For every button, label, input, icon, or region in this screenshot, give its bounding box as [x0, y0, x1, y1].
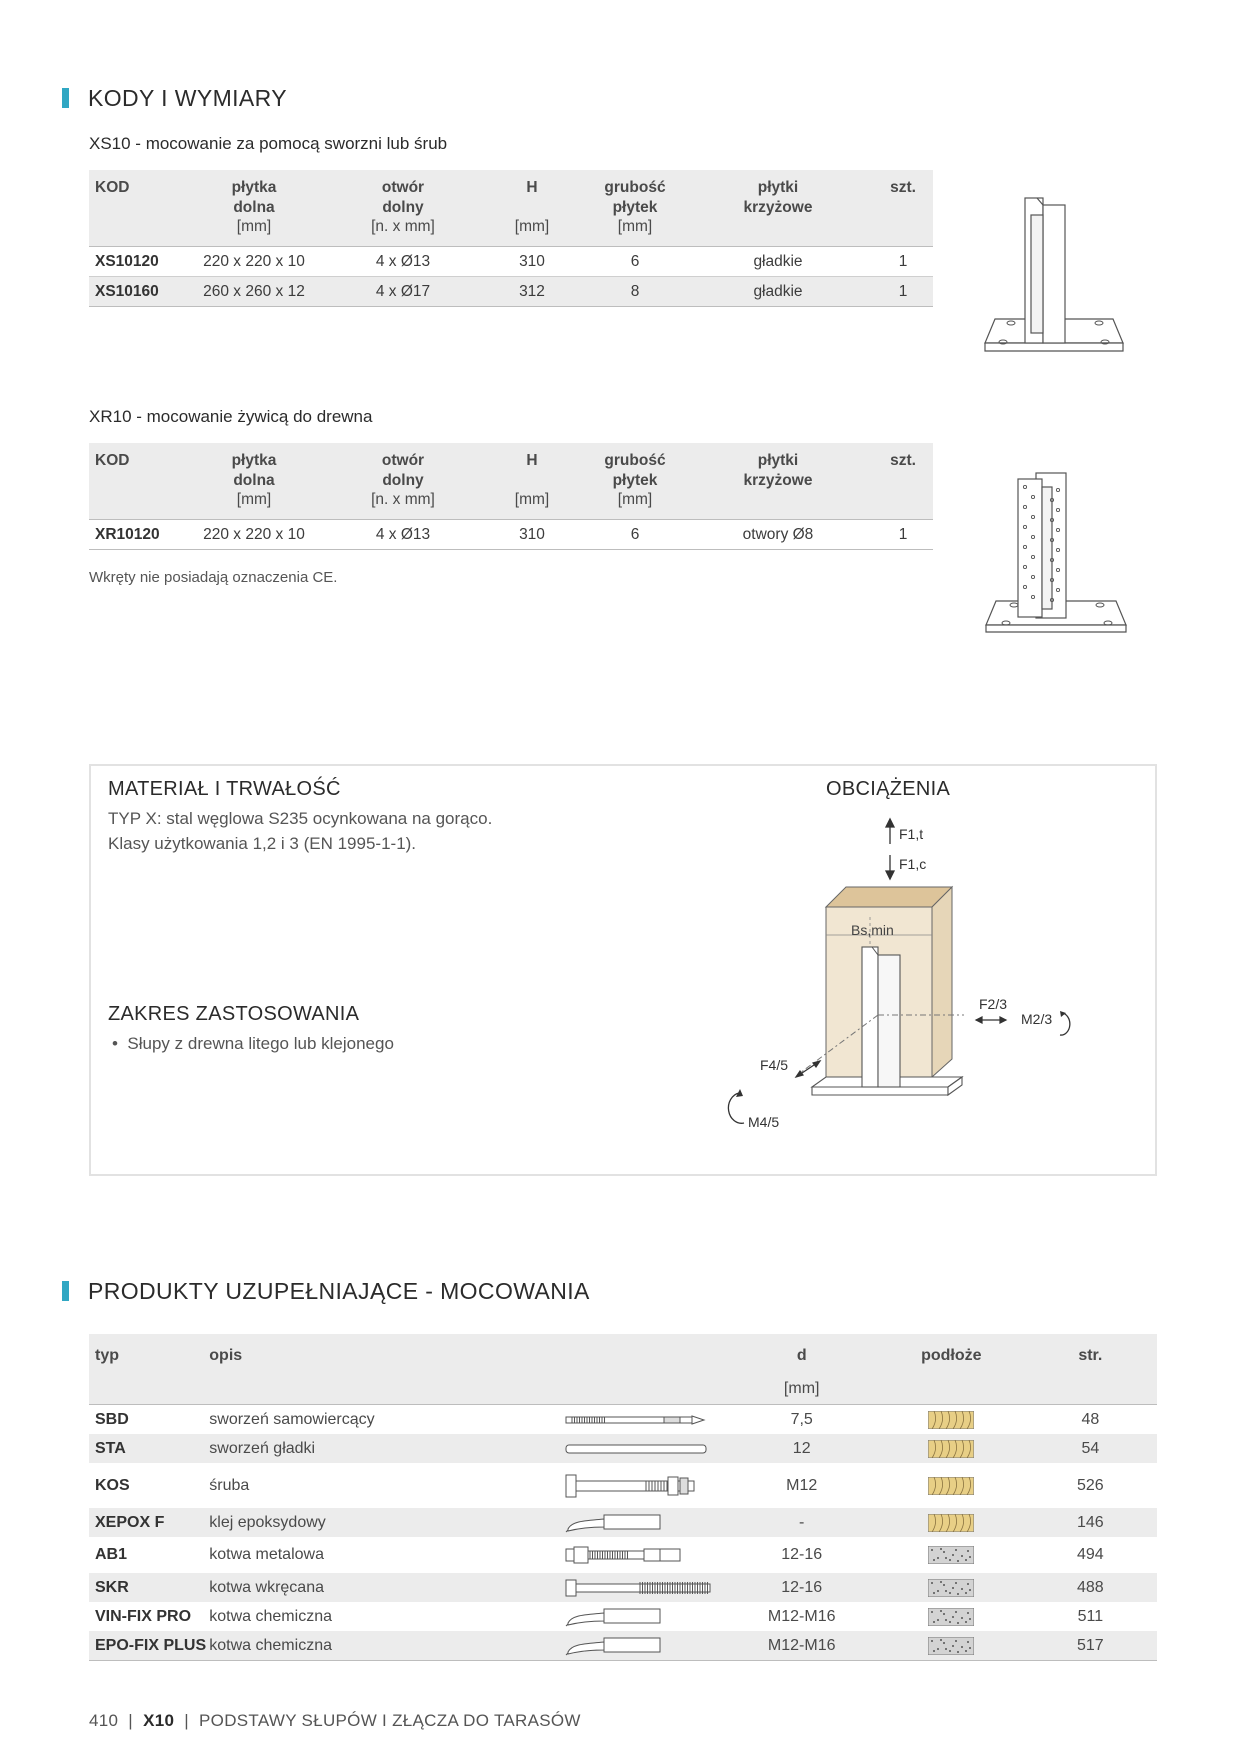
substrate-icon — [879, 1463, 1024, 1508]
fastener-image — [514, 1405, 724, 1435]
label-f23: F2/3 — [979, 996, 1008, 1012]
xs10-product-image — [975, 195, 1135, 360]
xr10-table — [89, 443, 933, 550]
table-row — [89, 1573, 1157, 1602]
material-type-text: stal węglowa S235 ocynkowana na gorąco. — [161, 809, 493, 828]
cell-str: 48 — [1081, 1410, 1100, 1428]
unit: [mm] — [587, 491, 683, 520]
col-kod: KOD — [89, 170, 179, 218]
col-grubosc: grubość płytek — [587, 170, 683, 218]
col-d-unit: [mm] — [724, 1374, 879, 1405]
table-row — [89, 1508, 1157, 1537]
cell-d: 12 — [724, 1434, 879, 1463]
cell: XS10160 — [89, 277, 179, 307]
cell-opis: kotwa wkręcana — [209, 1573, 514, 1602]
unit: [mm] — [477, 218, 587, 247]
cell: XS10120 — [89, 247, 179, 277]
cell-str: 517 — [1024, 1631, 1157, 1661]
cell-typ: SBD — [95, 1410, 129, 1428]
table-row — [89, 520, 933, 550]
fastener-image — [514, 1508, 724, 1537]
col-otwor: otwór dolny — [329, 170, 477, 218]
col-szt: szt. — [873, 443, 933, 491]
substrate-icon — [879, 1434, 1024, 1463]
xr10-product-image — [980, 465, 1140, 635]
cell-typ: SKR — [89, 1573, 209, 1602]
cell-typ: KOS — [95, 1476, 130, 1494]
col-plytki: płytki krzyżowe — [683, 170, 873, 218]
fastener-image — [514, 1573, 724, 1602]
unit: [mm] — [179, 218, 329, 247]
cell-d: 12-16 — [724, 1573, 879, 1602]
cell: 310 — [477, 247, 587, 277]
cell: 8 — [587, 277, 683, 307]
unit: [n. x mm] — [329, 218, 477, 247]
table-row — [89, 1405, 1157, 1435]
substrate-icon — [879, 1573, 1024, 1602]
col-d: d — [724, 1334, 879, 1374]
cell: 260 x 260 x 12 — [179, 277, 329, 307]
cell-d: M12-M16 — [767, 1607, 836, 1625]
col-h: H — [477, 170, 587, 218]
table-row — [89, 247, 933, 277]
substrate-icon — [879, 1631, 1024, 1661]
complementary-table — [89, 1334, 1157, 1661]
col-opis: opis — [209, 1334, 514, 1374]
cell-str: 526 — [1076, 1476, 1104, 1494]
cell-str: 488 — [1024, 1573, 1157, 1602]
fastener-image — [514, 1631, 724, 1661]
product-code: X10 — [143, 1711, 175, 1730]
cell: 1 — [873, 247, 933, 277]
label-m23: M2/3 — [1021, 1011, 1053, 1027]
material-classes: Klasy użytkowania 1,2 i 3 (EN 1995-1-1). — [108, 834, 417, 853]
section-title-kody: KODY I WYMIARY — [88, 85, 288, 111]
footer-section: PODSTAWY SŁUPÓW I ZŁĄCZA DO TARASÓW — [199, 1711, 581, 1730]
substrate-icon — [879, 1508, 1024, 1537]
cell-opis: sworzeń samowiercący — [209, 1410, 375, 1428]
cell-typ: STA — [89, 1434, 209, 1463]
cell-opis: sworzeń gładki — [209, 1434, 514, 1463]
unit — [89, 218, 179, 247]
cell-typ: XEPOX F — [89, 1508, 209, 1537]
section-title-produkty: PRODUKTY UZUPEŁNIAJĄCE - MOCOWANIA — [88, 1278, 590, 1304]
table-row — [89, 1434, 1157, 1463]
table-row — [89, 1463, 1157, 1508]
table-row — [89, 1537, 1157, 1573]
loads-title: OBCIĄŻENIA — [826, 778, 951, 800]
unit: [n. x mm] — [329, 491, 477, 520]
page-footer: 410 | X10 | PODSTAWY SŁUPÓW I ZŁĄCZA DO TARASÓW — [89, 1711, 581, 1730]
cell: 6 — [587, 520, 683, 550]
col-plytka: płytka dolna — [179, 443, 329, 491]
cell: 4 x Ø13 — [329, 247, 477, 277]
page-number: 410 — [89, 1711, 119, 1730]
label-f1c: F1,c — [899, 856, 927, 872]
table-row — [89, 277, 933, 307]
xr10-title: XR10 - mocowanie żywicą do drewna — [89, 407, 373, 426]
substrate-icon — [879, 1602, 1024, 1631]
col-szt: szt. — [873, 170, 933, 218]
cell-str: 511 — [1077, 1607, 1104, 1625]
label-bsmin: Bs,min — [851, 922, 894, 938]
cell: otwory Ø8 — [683, 520, 873, 550]
cell-opis: kotwa metalowa — [209, 1546, 324, 1563]
cell-str: 54 — [1024, 1434, 1157, 1463]
material-title: MATERIAŁ I TRWAŁOŚĆ — [108, 778, 341, 800]
cell: 310 — [477, 520, 587, 550]
cell: 1 — [873, 520, 933, 550]
substrate-icon — [879, 1537, 1024, 1573]
cell: 4 x Ø17 — [329, 277, 477, 307]
cell-opis: klej epoksydowy — [209, 1508, 514, 1537]
unit — [683, 491, 873, 520]
col-typ: typ — [89, 1334, 209, 1374]
xs10-table — [89, 170, 933, 307]
col-podloze: podłoże — [879, 1334, 1024, 1374]
cell: 312 — [477, 277, 587, 307]
label-f1t: F1,t — [899, 826, 924, 842]
unit: [mm] — [477, 491, 587, 520]
cell-typ: AB1 — [95, 1546, 128, 1563]
cell-d: 12-16 — [781, 1546, 823, 1563]
unit — [89, 491, 179, 520]
cell-opis: kotwa chemiczna — [209, 1607, 332, 1625]
col-h: H — [477, 443, 587, 491]
material-type-label: TYP X: — [108, 809, 162, 828]
col-kod: KOD — [89, 443, 179, 491]
cell: gładkie — [683, 277, 873, 307]
col-str: str. — [1024, 1334, 1157, 1374]
col-plytka: płytka dolna — [179, 170, 329, 218]
cell: gładkie — [683, 247, 873, 277]
zakres-title: ZAKRES ZASTOSOWANIA — [108, 1003, 360, 1025]
zakres-bullet-text: Słupy z drewna litego lub klejonego — [127, 1034, 394, 1053]
col-otwor: otwór dolny — [329, 443, 477, 491]
cell-str: 146 — [1024, 1508, 1157, 1537]
cell-d: - — [724, 1508, 879, 1537]
cell: 1 — [873, 277, 933, 307]
section-marker — [62, 1281, 69, 1301]
cell: 220 x 220 x 10 — [179, 520, 329, 550]
fastener-image — [514, 1463, 724, 1508]
table-row — [89, 1602, 1157, 1631]
cell-opis: śruba — [209, 1476, 250, 1494]
material-text — [108, 806, 492, 856]
unit — [873, 218, 933, 247]
xs10-title: XS10 - mocowanie za pomocą sworzni lub śrub — [89, 134, 448, 153]
unit — [873, 491, 933, 520]
cell-typ: EPO-FIX PLUS — [89, 1631, 209, 1661]
cell-str: 494 — [1076, 1546, 1104, 1563]
label-m45: M4/5 — [748, 1114, 780, 1130]
table-row — [89, 1631, 1157, 1661]
section-marker — [62, 88, 69, 108]
zakres-bullet: • Słupy z drewna litego lub klejonego — [112, 1034, 394, 1053]
cell-d: M12 — [786, 1476, 818, 1494]
col-plytki: płytki krzyżowe — [683, 443, 873, 491]
cell-opis: kotwa chemiczna — [209, 1631, 514, 1661]
cell: XR10120 — [89, 520, 179, 550]
cell: 4 x Ø13 — [329, 520, 477, 550]
unit — [683, 218, 873, 247]
col-grubosc: grubość płytek — [587, 443, 683, 491]
fastener-image — [514, 1434, 724, 1463]
fastener-image — [514, 1537, 724, 1573]
cell-d: 7,5 — [790, 1410, 813, 1428]
cell: 6 — [587, 247, 683, 277]
fastener-image — [514, 1602, 724, 1631]
unit: [mm] — [179, 491, 329, 520]
label-f45: F4/5 — [760, 1057, 789, 1073]
cell: 220 x 220 x 10 — [179, 247, 329, 277]
cell-d: M12-M16 — [724, 1631, 879, 1661]
ce-note: Wkręty nie posiadają oznaczenia CE. — [89, 569, 338, 586]
unit: [mm] — [587, 218, 683, 247]
cell-typ: VIN-FIX PRO — [95, 1607, 192, 1625]
substrate-icon — [879, 1405, 1024, 1435]
